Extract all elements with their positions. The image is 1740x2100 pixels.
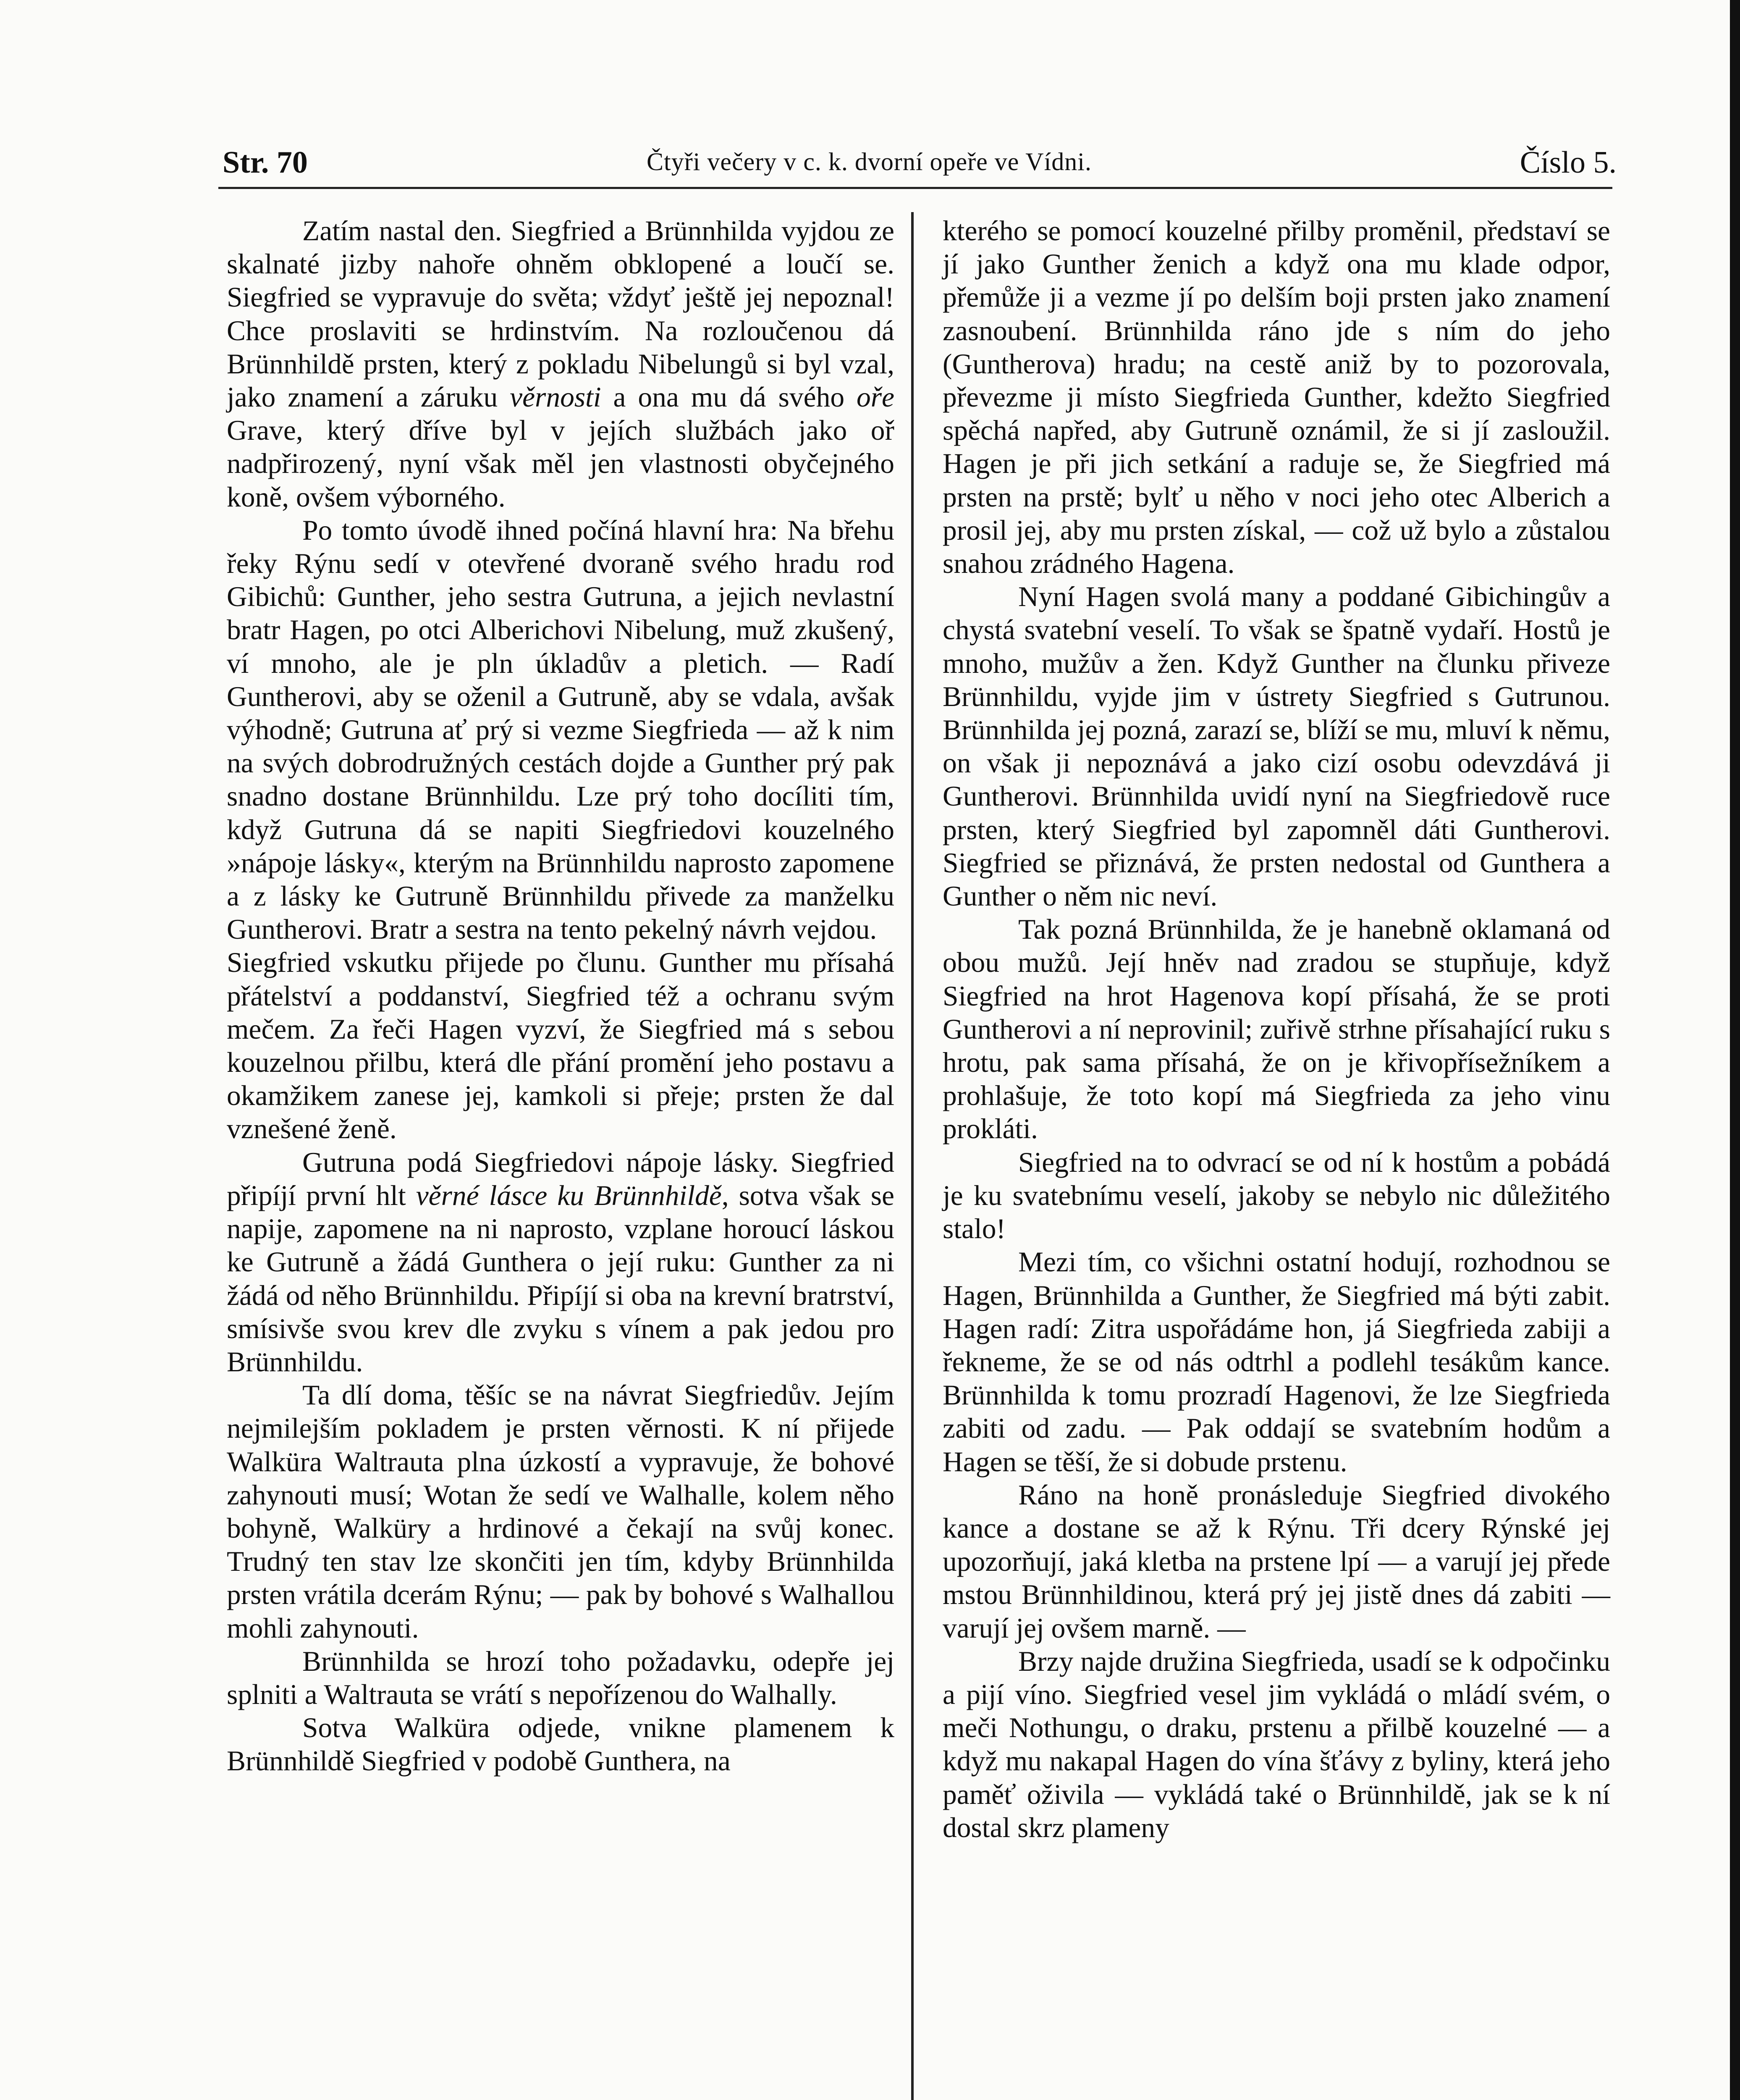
paragraph: Ta dlí doma, těšíc se na návrat Siegfriedův. Jejím nejmilejším pokladem je prsten věrnosti. K ní přijede Walküra Waltrauta plna úzkostí a vypravuje, že bohové zahynouti musí; Wotan že sedí ve Walhalle, kolem něho bohyně, Walküry a hrdinové a čekají na svůj konec. Trudný ten stav lze skončiti jen tím, kdyby Brünnhilda prsten vrátila dcerám Rýnu; — pak by bohové s Walhallou mohli zahynouti. — [227, 1379, 894, 1644]
paragraph: Ráno na honě pronásleduje Siegfried divokého kance a dostane se až k Rýnu. Tři dcery Rýnské jej upozorňují, jaká kletba na prstene lpí — a varují jej přede mstou Brünnhildinou, která prý jej jistě dnes dá zabiti — varují jej ovšem marně. — — [943, 1479, 1610, 1644]
paragraph: Mezi tím, co všichni ostatní hodují, rozhodnou se Hagen, Brünnhilda a Gunther, že Siegfried má býti zabit. Hagen radí: Zitra uspořádáme hon, já Siegfrieda zabiji a řekneme, že se od nás odtrhl a podlehl tesákům kance. Brünnhilda k tomu prozradí Hagenovi, že lze Siegfrieda zabiti od zadu. — Pak oddají se svatebním hodům a Hagen se těší, že si dobude prstenu. — [943, 1246, 1610, 1478]
paragraph: Gutruna podá Siegfriedovi nápoje lásky. Siegfried připíjí první hlt věrné lásce ku Brünnhildě, sotva však se napije, zapomene na ni naprosto, vzplane horoucí láskou ke Gutruně a žádá Gunthera o její ruku: Gunther za ni žádá od něho Brünnhildu. Připíjí si oba na krevní bratrství, smísivše svou krev dle zvyku s vínem a pak jedou pro Brünnhildu. — [227, 1146, 895, 1378]
paragraph: Nyní Hagen svolá many a poddané Gibichingův a chystá svatební veselí. To však se špatně vydaří. Hostů je mnoho, mužův a žen. Když Gunther na člunku přiveze Brünnhildu, vyjde jim v ústrety Siegfried s Gutrunou. Brünnhilda jej pozná, zarazí se, blíží se mu, mluví k němu, on však ji nepoznává a jako cizí osobu odevzdává ji Guntherovi. Brünnhilda uvidí nyní na Siegfriedově ruce prsten, který Siegfried byl zapomněl dáti Guntherovi. Siegfried se přiznává, že prsten nedostal od Gunthera a Gunther o něm nic neví. — [943, 581, 1610, 912]
paragraph: Brzy najde družina Siegfrieda, usadí se k odpočinku a pijí víno. Siegfried vesel jim vykládá o mládí svém, o meči Nothungu, o draku, prstenu a přilbě kouzelné — a když mu nakapal Hagen do vína šťávy z byliny, která jeho paměť oživila — vykládá také o Brünnhildě, jak se k ní dostal skrz plameny — [943, 1645, 1610, 1843]
page-number: Str. 70 — [223, 145, 308, 180]
running-title: Čtyři večery v c. k. dvorní opeře ve Vídni. — [647, 148, 1092, 176]
paragraph: Po tomto úvodě ihned počíná hlavní hra: Na břehu řeky Rýnu sedí v otevřené dvoraně svého hradu rod Gibichů: Gunther, jeho sestra Gutruna, a jejich nevlastní bratr Hagen, po otci Alberichovi Nibelung, muž zkušený, ví mnoho, ale je pln úkladův a pletich. — Radí Guntherovi, aby se oženil a Gutruně, aby se vdala, avšak výhodně; Gutruna ať prý si vezme Siegfrieda — až k nim na svých dobrodružných cestách dojde a Gunther prý pak snadno dostane Brünnhildu. Lze prý toho docíliti tím, když Gutruna dá se napiti Siegfriedovi kouzelného »nápoje lásky«, kterým na Brünnhildu naprosto zapomene a z lásky ke Gutruně Brünnhildu přivede za manželku Guntherovi. Bratr a sestra na tento pekelný návrh vejdou. — [227, 514, 894, 945]
emphasis: oře — [857, 381, 894, 413]
scan-edge — [1730, 0, 1740, 2100]
paragraph: kterého se pomocí kouzelné přilby proměnil, představí se jí jako Gunther ženich a když ona mu klade odpor, přemůže ji a vezme jí po delším boji prsten jako znamení zasnoubení. Brünnhilda ráno jde s ním do jeho (Guntherova) hradu; na cestě aniž by to pozorovala, převezme ji místo Siegfrieda Gunther, kdežto Siegfried spěchá napřed, aby Gutruně oznámil, že si jí zasloužil. Hagen je při jich setkání a raduje se, že Siegfried má prsten na prstě; bylť u něho v noci jeho otec Alberich a prosil jej, aby mu prsten získal, — což už bylo a zůstalou snahou zrádného Hagena. — [943, 215, 1610, 580]
right-column — [943, 214, 1610, 1844]
left-column — [227, 214, 894, 1778]
paragraph: Siegfried vskutku přijede po člunu. Gunther mu přísahá přátelství a poddanství, Siegfried též a ochranu svým mečem. Za řeči Hagen vyzví, že Siegfried má s sebou kouzelnou přilbu, která dle přání promění jeho postavu a okamžikem zanese jej, kamkoli si přeje; prsten že dal vznešené ženě. — [227, 947, 894, 1145]
paragraph: Zatím nastal den. Siegfried a Brünnhilda vyjdou ze skalnaté jizby nahoře ohněm obklopené a loučí se. Siegfried se vypravuje do světa; vždyť ještě jej nepoznal! Chce proslaviti se hrdinstvím. Na rozloučenou dá Brünnhildě prsten, který z pokladu Nibelungů si byl vzal, jako znamení a záruku věrnosti a ona mu dá svého oře Grave, který dříve byl v jejích službách jako oř nadpřirozený, nyní však měl jen vlastnosti obyčejného koně, ovšem výborného. — [227, 215, 894, 513]
issue-number: Číslo 5. — [1520, 145, 1617, 180]
page-header — [223, 145, 1617, 183]
emphasis: věrnosti — [510, 381, 601, 413]
paragraph: Tak pozná Brünnhilda, že je hanebně oklamaná od obou mužů. Její hněv nad zradou se stupňuje, když Siegfried na hrot Hagenova kopí přísahá, že se proti Guntherovi a ní neprovinil; zuřivě strhne přísahající ruku s hrotu, pak sama přísahá, že on je křivopřísežníkem a prohlašuje, že toto kopí má Siegfrieda za jeho vinu prokláti. — [943, 914, 1610, 1145]
paragraph: Sotva Walküra odjede, vnikne plamenem k Brünnhildě Siegfried v podobě Gunthera, na — [227, 1712, 894, 1777]
paragraph: Brünnhilda se hrozí toho požadavku, odepře jej splniti a Waltrauta se vrátí s nepořízenou do Walhally. — [227, 1645, 894, 1710]
paragraph: Siegfried na to odvrací se od ní k hostům a pobádá je ku svatebnímu veselí, jakoby se nebylo nic důležitého stalo! — [943, 1146, 1610, 1245]
emphasis: věrné lásce ku Brünnhildě — [416, 1179, 722, 1211]
column-divider — [911, 212, 914, 2100]
header-rule — [218, 187, 1612, 189]
